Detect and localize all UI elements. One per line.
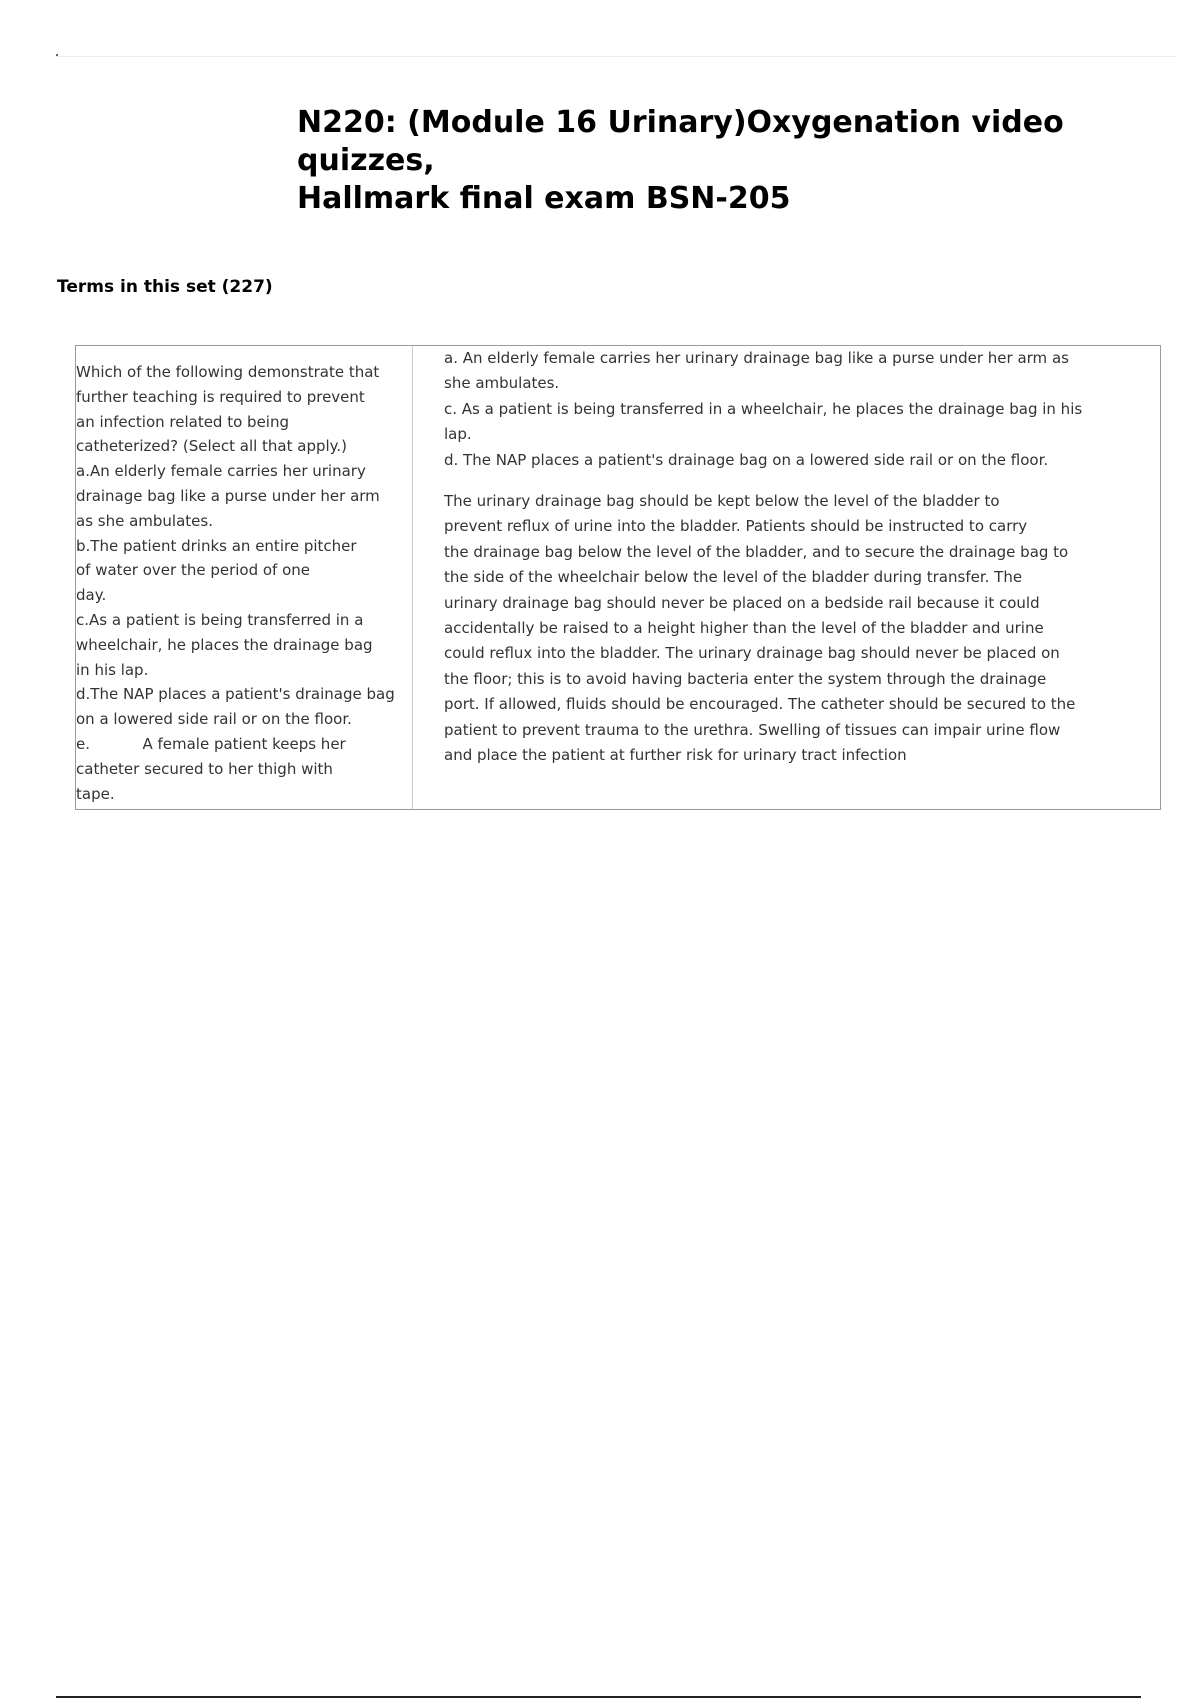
term-line: an infection related to being — [76, 412, 289, 431]
term-line: on a lowered side rail or on the floor. — [76, 710, 352, 729]
answer-line: c. As a patient is being transferred in a wheelchair, he places the drainage bag in his — [444, 399, 1083, 418]
term-line: e. A female patient keeps her — [76, 734, 346, 753]
terms-count-heading: Terms in this set (227) — [57, 277, 273, 297]
document-title — [297, 104, 1117, 218]
term-line: further teaching is required to prevent — [76, 387, 365, 406]
answer-list — [444, 346, 1144, 473]
term-card — [75, 345, 1161, 810]
answer-line: a. An elderly female carries her urinary drainage bag like a purse under her arm as — [444, 349, 1069, 367]
rationale-line: the floor; this is to avoid having bacteria enter the system through the drainage — [444, 669, 1047, 688]
definition-text — [444, 346, 1144, 769]
term-line: day. — [76, 586, 107, 605]
rationale-line: prevent reflux of urine into the bladder. Patients should be instructed to carry — [444, 517, 1028, 536]
rationale-line: could reflux into the bladder. The urinary drainage bag should never be placed on — [444, 644, 1060, 663]
rationale-line: the side of the wheelchair below the level of the bladder during transfer. The — [444, 568, 1023, 587]
footer-rule — [56, 1696, 1141, 1698]
rationale-line: urinary drainage bag should never be placed on a bedside rail because it could — [444, 593, 1040, 612]
rationale-line: port. If allowed, fluids should be encouraged. The catheter should be secured to the — [444, 695, 1076, 714]
term-line: as she ambulates. — [76, 511, 213, 530]
term-line: b.The patient drinks an entire pitcher — [76, 536, 357, 555]
rationale-line: accidentally be raised to a height higher than the level of the bladder and urine — [444, 619, 1044, 638]
rationale — [444, 489, 1144, 768]
term-line: tape. — [76, 784, 115, 803]
term-line: drainage bag like a purse under her arm — [76, 486, 380, 505]
term-line: catheter secured to her thigh with — [76, 759, 333, 778]
answer-line: she ambulates. — [444, 374, 560, 393]
document-title-line: N220: (Module 16 Urinary)Oxygenation video quizzes, — [297, 105, 1064, 178]
rationale-line: The urinary drainage bag should be kept below the level of the bladder to — [444, 492, 1000, 511]
term-line: c.As a patient is being transferred in a — [76, 610, 364, 629]
term-line: catheterized? (Select all that apply.) — [76, 437, 348, 456]
answer-line: lap. — [444, 425, 472, 444]
term-line: a.An elderly female carries her urinary — [76, 462, 366, 481]
rationale-line: patient to prevent trauma to the urethra. Swelling of tissues can impair urine flow — [444, 720, 1061, 739]
term-text — [76, 360, 406, 806]
rationale-line: the drainage bag below the level of the bladder, and to secure the drainage bag to — [444, 542, 1069, 561]
term-line: Which of the following demonstrate that — [76, 363, 380, 381]
answer-line: d. The NAP places a patient's drainage bag on a lowered side rail or on the floor. — [444, 450, 1049, 469]
term-line: d.The NAP places a patient's drainage bag — [76, 685, 395, 704]
document-title-line: Hallmark final exam BSN-205 — [297, 181, 791, 216]
card-divider — [412, 346, 413, 809]
header-rule — [56, 56, 1176, 57]
term-line: of water over the period of one — [76, 561, 311, 580]
term-line: in his lap. — [76, 660, 149, 679]
rationale-line: and place the patient at further risk for urinary tract infection — [444, 746, 907, 765]
header-dot — [56, 54, 58, 56]
term-line: wheelchair, he places the drainage bag — [76, 635, 373, 654]
